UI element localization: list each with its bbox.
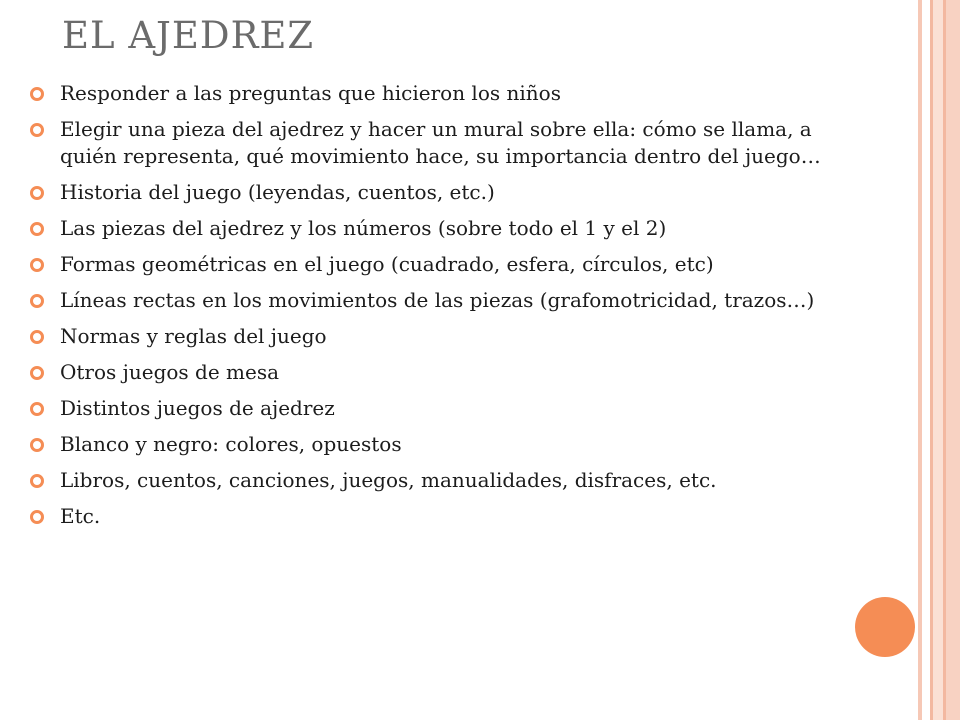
circle-bullet-icon (30, 258, 44, 272)
list-item (30, 287, 860, 314)
bullet-text: Distintos juegos de ajedrez (60, 396, 335, 420)
bullet-text: Blanco y negro: colores, opuestos (60, 432, 402, 456)
list-item (30, 80, 860, 107)
list-item (30, 431, 860, 458)
circle-bullet-icon (30, 123, 44, 137)
list-item (30, 323, 860, 350)
circle-bullet-icon (30, 330, 44, 344)
bullet-text: Formas geométricas en el juego (cuadrado, esfera, círculos, etc) (60, 252, 714, 276)
bullet-text: Las piezas del ajedrez y los números (sobre todo el 1 y el 2) (60, 216, 667, 240)
list-item (30, 215, 860, 242)
bullet-text: Otros juegos de mesa (60, 360, 280, 384)
bullet-list (30, 80, 860, 539)
bullet-text: Normas y reglas del juego (60, 324, 327, 348)
list-item (30, 359, 860, 386)
circle-bullet-icon (30, 186, 44, 200)
decorative-stripe (922, 0, 930, 720)
list-item (30, 251, 860, 278)
bullet-text: Líneas rectas en los movimientos de las piezas (grafomotricidad, trazos…) (60, 288, 815, 312)
bullet-text: Etc. (60, 504, 101, 528)
decorative-circle (855, 597, 915, 657)
circle-bullet-icon (30, 87, 44, 101)
circle-bullet-icon (30, 402, 44, 416)
circle-bullet-icon (30, 438, 44, 452)
circle-bullet-icon (30, 222, 44, 236)
list-item (30, 503, 860, 530)
circle-bullet-icon (30, 294, 44, 308)
bullet-text: Historia del juego (leyendas, cuentos, etc.) (60, 180, 495, 204)
decorative-stripe (933, 0, 943, 720)
list-item (30, 116, 860, 170)
circle-bullet-icon (30, 474, 44, 488)
bullet-text: Elegir una pieza del ajedrez y hacer un mural sobre ella: cómo se llama, a quién representa, qué movimiento hace, su importancia dentro del juego… (60, 117, 821, 168)
list-item (30, 467, 860, 494)
list-item (30, 395, 860, 422)
slide-title: EL AJEDREZ (62, 14, 315, 57)
decorative-stripe (946, 0, 960, 720)
list-item (30, 179, 860, 206)
bullet-text: Libros, cuentos, canciones, juegos, manualidades, disfraces, etc. (60, 468, 717, 492)
circle-bullet-icon (30, 510, 44, 524)
bullet-text: Responder a las preguntas que hicieron los niños (60, 81, 561, 105)
circle-bullet-icon (30, 366, 44, 380)
